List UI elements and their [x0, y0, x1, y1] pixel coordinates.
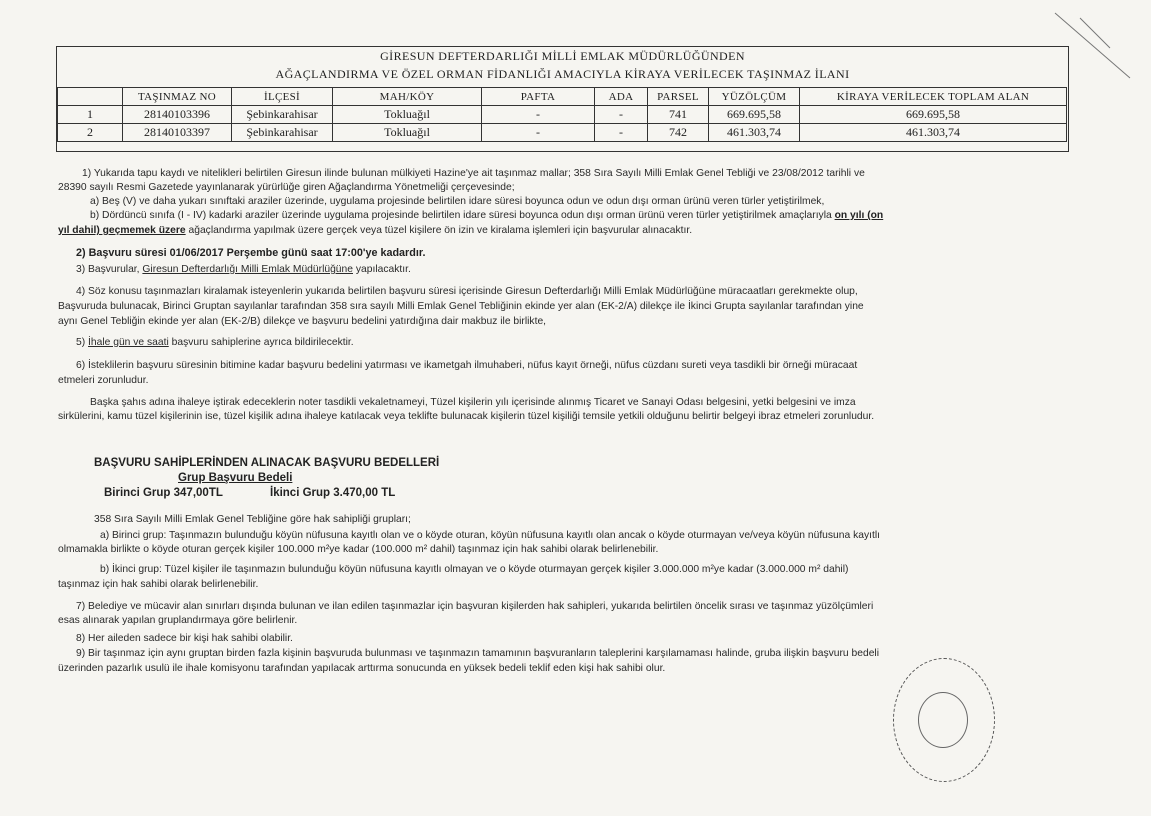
pen-mark — [1050, 8, 1140, 88]
para4-line1: 4) Söz konusu taşınmazları kiralamak isteyenlerin yukarıda belirtilen başvuru süresi içerisinde Giresun Defterdarlığı Milli Emlak Müdürlüğüne müracaatları gerekmekte olup, — [76, 286, 858, 297]
para4-line3: aynı Genel Tebliğin ekinde yer alan (EK-2/B) dilekçe ve başvuru bedelini yatırdığına dair makbuz ile birlikte, — [58, 316, 547, 327]
cell: 461.303,74 — [800, 124, 1067, 142]
para1-item-b-line1 — [90, 209, 883, 222]
cell: 1 — [58, 106, 123, 124]
table-row — [58, 124, 1067, 142]
col-village: MAH/KÖY — [333, 88, 482, 106]
para1-line2: 28390 sayılı Resmi Gazetede yayınlanarak yürürlüğe giren Ağaçlandırma Yönetmeliği çerçevesinde; — [58, 182, 515, 193]
para3-pre: 3) Başvurular, — [76, 264, 143, 275]
para5-post: başvuru sahiplerine ayrıca bildirilecektir. — [168, 337, 354, 348]
cell: 742 — [648, 124, 709, 142]
para6-line4: sirkülerini, kamu tüzel kişilerinin ise, tüzel kişilik adına ihaleye katılacak veya teklifte bulunacak kişilerin tüzel kişiliği temsile yetkili olduğunu belirtir belgeyi ibraz etmeleri zorunludur. — [58, 411, 875, 422]
group-a-line1: a) Birinci grup: Taşınmazın bulunduğu köyün nüfusuna kayıtlı olan ve o köyde oturan, köyün nüfusuna kayıtlı olan ancak o köyde oturmayan ve/veya köyün nüfusuna kayıtlı — [100, 530, 880, 541]
fee-group2: İkinci Grup 3.470,00 TL — [270, 487, 396, 499]
cell: - — [595, 106, 648, 124]
para6-line2: etmeleri zorunludur. — [58, 375, 149, 386]
para1-item-b-emphasis2: yıl dahil) geçmemek üzere — [58, 225, 186, 236]
cell: 669.695,58 — [800, 106, 1067, 124]
fees-heading: BAŞVURU SAHİPLERİNDEN ALINACAK BAŞVURU BEDELLERİ — [94, 457, 440, 469]
para3-office: Giresun Defterdarlığı Milli Emlak Müdürlüğüne — [142, 264, 353, 275]
table-row — [58, 106, 1067, 124]
office-title: GİRESUN DEFTERDARLIĞI MİLLİ EMLAK MÜDÜRLÜĞÜNDEN — [380, 49, 745, 63]
group-b-line2: taşınmaz için hak sahibi olarak belirlenebilir. — [58, 579, 259, 590]
cell: 461.303,74 — [709, 124, 800, 142]
para2-deadline: 2) Başvuru süresi 01/06/2017 Perşembe günü saat 17:00'ye kadardır. — [76, 247, 426, 259]
col-index — [58, 88, 123, 106]
para1-item-a: a) Beş (V) ve daha yukarı sınıftaki araziler üzerinde, uygulama projesinde belirtilen idare süresi boyunca odun ve odun dışı orman ürünü veren türler yetiştirilmek, — [90, 196, 825, 207]
para1-item-b-text2: ağaçlandırma yapılmak üzere gerçek veya tüzel kişilere ön izin ve kiralama işlemleri için başvurular alınacaktır. — [185, 225, 693, 236]
cell: - — [595, 124, 648, 142]
col-parcel: PARSEL — [648, 88, 709, 106]
col-area: YÜZÖLÇÜM — [709, 88, 800, 106]
cell: 669.695,58 — [709, 106, 800, 124]
cell: Şebinkarahisar — [232, 124, 333, 142]
para7-line2: esas alınarak yapılan gruplandırmaya göre belirlenir. — [58, 615, 298, 626]
para1-item-b-line2 — [58, 224, 692, 237]
cell: Şebinkarahisar — [232, 106, 333, 124]
para8: 8) Her aileden sadece bir kişi hak sahibi olabilir. — [76, 633, 293, 644]
cell: Tokluağıl — [333, 124, 482, 142]
group-a-line2: olmamakla birlikte o köyde oturan gerçek kişiler 100.000 m²ye kadar (100.000 m² dahil) taşınmaz için hak sahibi olarak belirlenebilir. — [58, 544, 659, 555]
para3-post: yapılacaktır. — [353, 264, 411, 275]
groups-intro: 358 Sıra Sayılı Milli Emlak Genel Tebliğine göre hak sahipliği grupları; — [94, 514, 411, 525]
col-sheet: PAFTA — [482, 88, 595, 106]
para5 — [76, 336, 354, 349]
para9-line1: 9) Bir taşınmaz için aynı gruptan birden fazla kişinin başvuruda bulunması ve taşınmazın tamamının başvuranların taleplerini karşılamaması halinde, grubа ilişkin başvuru bedeli — [76, 648, 879, 659]
cell: Tokluağıl — [333, 106, 482, 124]
para3 — [76, 263, 411, 276]
stamp-emblem — [918, 692, 968, 748]
group-b-line1: b) İkinci grup: Tüzel kişiler ile taşınmazın bulunduğu köyün nüfusuna kayıtlı olmayan ve o köyde oturmayan gerçek kişiler 3.000.000 m²ye kadar (3.000.000 m² dahil) — [100, 564, 849, 575]
cell: - — [482, 106, 595, 124]
col-district: İLÇESİ — [232, 88, 333, 106]
fee-group1: Birinci Grup 347,00TL — [104, 487, 223, 499]
col-total-area: KİRAYA VERİLECEK TOPLAM ALAN — [800, 88, 1067, 106]
para9-line2: üzerinden pazarlık usulü ile ihale komisyonu tarafından yapılacak arttırma sonucunda en yüksek bedeli teklif eden kişi hak sahibi olur. — [58, 663, 666, 674]
para6-line1: 6) İsteklilerin başvuru süresinin bitimine kadar başvuru bedelini yatırması ve ikametgah ilmuhaberi, nüfus kayıt örneği, nüfus cüzdanı sureti veya tasdikli bir örneği müracaat — [76, 360, 858, 371]
col-property-no: TAŞINMAZ NO — [123, 88, 232, 106]
property-table-box — [56, 46, 1069, 152]
para1-item-b-emphasis: on yılı (on — [834, 210, 884, 221]
para5-underlined: İhale gün ve saati — [88, 337, 169, 348]
fees-subheading: Grup Başvuru Bedeli — [178, 472, 293, 484]
para1-line1: 1) Yukarıda tapu kaydı ve nitelikleri belirtilen Giresun ilinde bulunan mülkiyeti Hazine'ye ait taşınmaz mallar; 358 Sıra Sayılı Milli Emlak Genel Tebliği ve 23/08/2012 tarihli ve — [82, 168, 865, 179]
para1-item-b-text: b) Dördüncü sınıfa (I - IV) kadarki araziler üzerinde uygulama projesinde belirtilen idare süresi boyunca odun dışı orman ürünü veren türler yetiştirilmek amaçlarıyla — [90, 210, 832, 221]
notice-title: AĞAÇLANDIRMA VE ÖZEL ORMAN FİDANLIĞI AMACIYLA KİRAYA VERİLECEK TAŞINMAZ İLANI — [275, 67, 850, 81]
para5-pre: 5) — [76, 337, 89, 348]
para4-line2: Başvuruda bulunacak, Birinci Gruptan sayılanlar tarafından 358 sıra sayılı Milli Emlak Genel Tebliğinin ekinde yer alan (EK-2/A) dilekçe ile İkinci Grupta sayılanlar tarafından yine — [58, 301, 864, 312]
cell: 741 — [648, 106, 709, 124]
cell: 28140103396 — [123, 106, 232, 124]
table-header-row — [58, 88, 1067, 106]
property-table — [57, 87, 1067, 142]
cell: 2 — [58, 124, 123, 142]
para7-line1: 7) Belediye ve mücavir alan sınırları dışında bulunan ve ilan edilen taşınmazlar için başvuran kişilerden hak sahipleri, yukarıda belirtilen öncelik sırası ve taşınmaz yüzölçümleri — [76, 601, 874, 612]
cell: - — [482, 124, 595, 142]
para6-line3: Başka şahıs adına ihaleye iştirak edeceklerin noter tasdikli vekaletnameyi, Tüzel kişilerin yılı içerisinde alınmış Ticaret ve Sanayi Odası belgesini, yetki belgesini ve imza — [90, 397, 856, 408]
cell: 28140103397 — [123, 124, 232, 142]
col-block: ADA — [595, 88, 648, 106]
